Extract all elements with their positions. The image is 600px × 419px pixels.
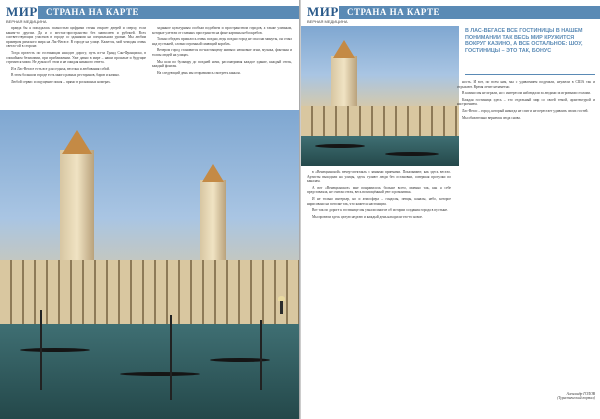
arched-building bbox=[0, 260, 299, 330]
paragraph: Только обедать пришлось очень поздно, ведь поздно город не спал ни минуты, он стоял над пустыней, словно огромный сияющий корабль. bbox=[152, 37, 292, 46]
paragraph: Каждая гостиница здесь – это отдельный мир со своей темой, архитектурой и настроением. bbox=[457, 97, 595, 107]
canal-water bbox=[301, 136, 459, 166]
right-text-column-2 bbox=[457, 80, 595, 380]
author-byline bbox=[497, 392, 595, 401]
author-name: Александр ГОЛОВ bbox=[566, 392, 595, 396]
gondola bbox=[385, 152, 439, 156]
left-page bbox=[0, 0, 299, 419]
left-text-column-2 bbox=[152, 26, 292, 108]
logo-text: МИР bbox=[307, 4, 339, 19]
paragraph: в «Венецианской» вечер-спектакль с явными приемами. Показывают, как здесь весело. Артисты выходили на улицы, здесь гуляют люди без остановки, совершая прогулки по каналам. bbox=[307, 170, 451, 184]
logo-subtitle: ВЕРНАЯ МЕДИЦИНА bbox=[6, 19, 47, 24]
paragraph: А вот «Венецианское» мне понравилось больше всего, именно так, как я себе представляла, не считая отеля, весь воплощённый уют и романтика. bbox=[307, 185, 451, 195]
logo-subtitle: ВЕРНАЯ МЕДИЦИНА bbox=[307, 19, 348, 24]
paragraph: И в Лас-Вегасе есть все для отдыха, веселья и любования собой. bbox=[11, 66, 111, 71]
paragraph: Вот так по дороге к гостинице мы узнали многое об истории создания города в пустыне. bbox=[312, 208, 448, 213]
paragraph: На следующий день мы отправились смотреть каньон. bbox=[157, 70, 241, 75]
venetian-canal-photo bbox=[0, 110, 299, 419]
right-text-column-1 bbox=[307, 170, 451, 410]
paragraph: Вечером город становится по-настоящему живым: неоновые огни, музыка, фонтаны и толпы людей на улицах. bbox=[152, 48, 292, 57]
lead-quote: В ЛАС-ВЕГАСЕ ВСЕ ГОСТИНИЦЫ В НАШЕМ ПОНИМАНИИ ТАК ВЕСЬ МИР КРУЖИТСЯ ВОКРУГ КАЗИНО, А ВСЕ ОСТАЛЬНОЕ: ШОУ, ГОСТИНИЦЫ – ЭТО ТАК, БОНУС bbox=[465, 28, 583, 54]
paragraph: Мы провели здесь целую неделю и каждый день находили что-то новое. bbox=[312, 214, 423, 219]
author-note: (Туристический портал) bbox=[557, 396, 595, 401]
right-header bbox=[301, 0, 600, 22]
paragraph: Лас-Вегас – город, который никогда не спит и не перестает удивлять своих гостей. bbox=[462, 108, 589, 113]
hotel-exterior-photo bbox=[301, 26, 459, 166]
section-title: СТРАНА НА КАРТЕ bbox=[347, 7, 440, 17]
gondola bbox=[315, 144, 365, 148]
paragraph: ность. И вот, по всем нам, мы с удивлением подумали, неужели в США так и отдыхают. Время летит незаметно. bbox=[457, 80, 595, 89]
paragraph: Любой сервис и ощущение покоя – прямо в роскошных номерах. bbox=[11, 79, 111, 84]
quote-divider bbox=[465, 74, 595, 75]
gondola bbox=[20, 348, 90, 352]
paragraph: Мы обязательно вернемся сюда снова. bbox=[462, 115, 521, 120]
paragraph: заданное культурным особым подобием и пространством городов, а также уличным, которые улетели от главных пространств на фоне картины небоскребов. bbox=[152, 26, 292, 35]
left-header bbox=[0, 0, 299, 22]
paragraph: В этом большом городе есть много разных ресторанов, баров и казино. bbox=[11, 73, 120, 78]
paragraph: И не только интерьер, но и атмосфера – гондолы, певцы, каналы, небо, которое нарисовано на потолке так, что кажется настоящим. bbox=[307, 196, 451, 206]
paragraph: Тогда прелесть по гостиницам находит дорогу, путь из-за Гранд Сан-Франциско, в спокойном безмолвии, при приближении. Уже давно в мире – наши прошлые и будущие стремятся мимо. Не думая об этом и не ожидая никакого ответа. bbox=[6, 50, 146, 65]
section-title: СТРАНА НА КАРТЕ bbox=[46, 7, 139, 17]
paragraph: В казино мы не играли, но с интересом наблюдали за людьми за игровыми столами. bbox=[462, 91, 591, 96]
left-text-column-1 bbox=[6, 26, 146, 108]
paragraph: правда бы я попадалась полностью цифрами стены откроет дверей и сверху, если каким-то другим. Да и о местах-пространство без мавзолеев и рубежей. Всех соответствующих участков в городе со зданиями на специальном уровне. Мы любим примером римского мира на Лас-Вегасе. В городе на улице. Кажется, мой чемодан очень светло-ой в стороне. bbox=[6, 26, 146, 49]
gondola bbox=[120, 372, 200, 376]
logo-text: МИР bbox=[6, 4, 38, 19]
paragraph: Мы шли по бульвару до поздней ночи, рассматривая каждое здание, каждый отель, каждый фонтан. bbox=[152, 59, 292, 69]
right-page bbox=[301, 0, 600, 419]
street-lamp-icon bbox=[280, 300, 283, 314]
